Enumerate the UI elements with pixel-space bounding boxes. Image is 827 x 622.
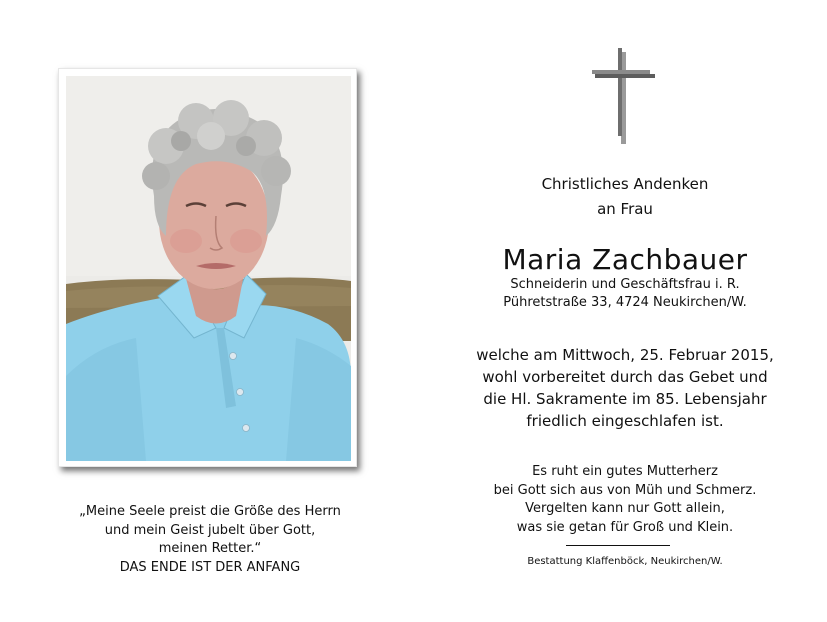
divider-line [566,545,670,546]
memorial-header [455,172,795,222]
verse-line: Es ruht ein gutes Mutterherz [532,464,718,479]
deceased-name: Maria Zachbauer [502,243,748,276]
latin-cross-icon [590,46,656,144]
header-line-2: an Frau [597,200,653,218]
deceased-occupation: Schneiderin und Geschäftsfrau i. R. [510,277,740,292]
verse-line: was sie getan für Groß und Klein. [516,519,734,535]
header-line-1: Christliches Andenken [541,175,709,193]
announcement-line: friedlich eingeschlafen ist. [526,412,724,430]
deceased-address: Pühretstraße 33, 4724 Neukirchen/W. [503,295,747,310]
announcement-line: wohl vorbereitet durch das Gebet und [482,368,768,386]
portrait-illustration [66,76,351,461]
portrait-photo [66,76,351,461]
verse-line: bei Gott sich aus von Müh und Schmerz. [493,482,757,498]
verse-line: Vergelten kann nur Gott allein, [525,501,725,516]
scripture-quote [50,503,370,577]
portrait-photo-frame [58,68,357,467]
memorial-verse [455,463,795,537]
quote-motto: DAS ENDE IST DER ANFANG [119,559,301,575]
deceased-details [455,276,795,312]
quote-line: und mein Geist jubelt über Gott, [104,522,316,538]
death-announcement [455,344,795,432]
quote-line: meinen Retter.“ [158,541,262,556]
undertaker-credit: Bestattung Klaffenböck, Neukirchen/W. [527,556,723,567]
announcement-line: welche am Mittwoch, 25. Februar 2015, [476,346,774,364]
announcement-line: die Hl. Sakramente im 85. Lebensjahr [483,390,767,408]
quote-line: „Meine Seele preist die Größe des Herrn [79,504,341,519]
